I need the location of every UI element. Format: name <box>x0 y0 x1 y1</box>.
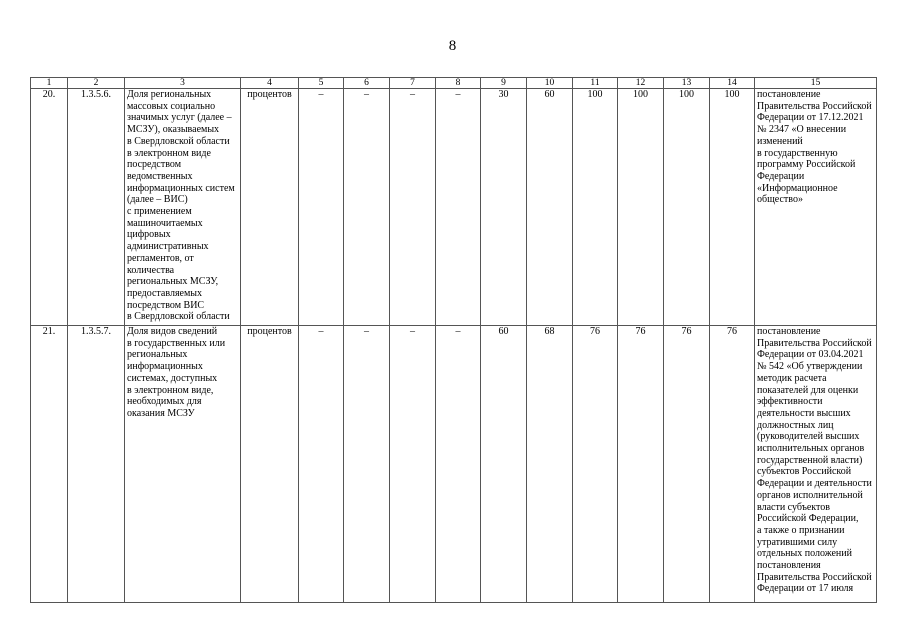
column-header: 14 <box>710 78 755 89</box>
value-cell: 60 <box>527 89 573 326</box>
column-header: 11 <box>573 78 618 89</box>
source-document: постановление Правительства Российской Федерации от 17.12.2021 № 2347 «О внесении изменений в государственную программу Российской Федерации «Информационное общество» <box>755 89 877 326</box>
value-cell: – <box>344 326 390 603</box>
column-header: 6 <box>344 78 390 89</box>
value-cell: – <box>299 89 344 326</box>
column-header: 12 <box>618 78 664 89</box>
table-row <box>31 326 877 603</box>
column-header: 10 <box>527 78 573 89</box>
column-header: 9 <box>481 78 527 89</box>
column-number-row <box>31 78 877 89</box>
value-cell: 76 <box>618 326 664 603</box>
indicator-code: 1.3.5.6. <box>68 89 125 326</box>
value-cell: – <box>344 89 390 326</box>
value-cell: 76 <box>710 326 755 603</box>
column-header: 8 <box>436 78 481 89</box>
column-header: 2 <box>68 78 125 89</box>
value-cell: 100 <box>710 89 755 326</box>
indicator-name: Доля региональных массовых социально значимых услуг (далее – МСЗУ), оказываемых в Свердловской области в электронном виде посредством ведомственных информационных систем (далее – ВИС) с применением машиночитаемых цифровых административных регламентов, от количества региональных МСЗУ, предоставляемых посредством ВИС в Свердловской области <box>125 89 241 326</box>
value-cell: 76 <box>573 326 618 603</box>
column-header: 5 <box>299 78 344 89</box>
value-cell: 100 <box>664 89 710 326</box>
column-header: 1 <box>31 78 68 89</box>
value-cell: 76 <box>664 326 710 603</box>
indicator-code: 1.3.5.7. <box>68 326 125 603</box>
column-header: 7 <box>390 78 436 89</box>
column-header: 15 <box>755 78 877 89</box>
value-cell: – <box>299 326 344 603</box>
value-cell: 60 <box>481 326 527 603</box>
value-cell: 68 <box>527 326 573 603</box>
page-number: 8 <box>448 38 457 54</box>
value-cell: 100 <box>573 89 618 326</box>
unit-of-measure: процентов <box>241 326 299 603</box>
row-number: 21. <box>31 326 68 603</box>
table-row <box>31 89 877 326</box>
indicators-table <box>30 77 877 603</box>
column-header: 13 <box>664 78 710 89</box>
value-cell: – <box>436 89 481 326</box>
value-cell: – <box>390 326 436 603</box>
value-cell: – <box>436 326 481 603</box>
column-header: 3 <box>125 78 241 89</box>
value-cell: 30 <box>481 89 527 326</box>
source-document: постановление Правительства Российской Федерации от 03.04.2021 № 542 «Об утверждении методик расчета показателей для оценки эффективности деятельности высших должностных лиц (руководителей высших исполнительных органов государственной власти) субъектов Российской Федерации и деятельности органов исполнительной власти субъектов Российской Федерации, а также о признании утратившими силу отдельных положений постановления Правительства Российской Федерации от 17 июля <box>755 326 877 603</box>
column-header: 4 <box>241 78 299 89</box>
indicator-name: Доля видов сведений в государственных или региональных информационных системах, доступных в электронном виде, необходимых для оказания МСЗУ <box>125 326 241 603</box>
value-cell: – <box>390 89 436 326</box>
row-number: 20. <box>31 89 68 326</box>
unit-of-measure: процентов <box>241 89 299 326</box>
value-cell: 100 <box>618 89 664 326</box>
